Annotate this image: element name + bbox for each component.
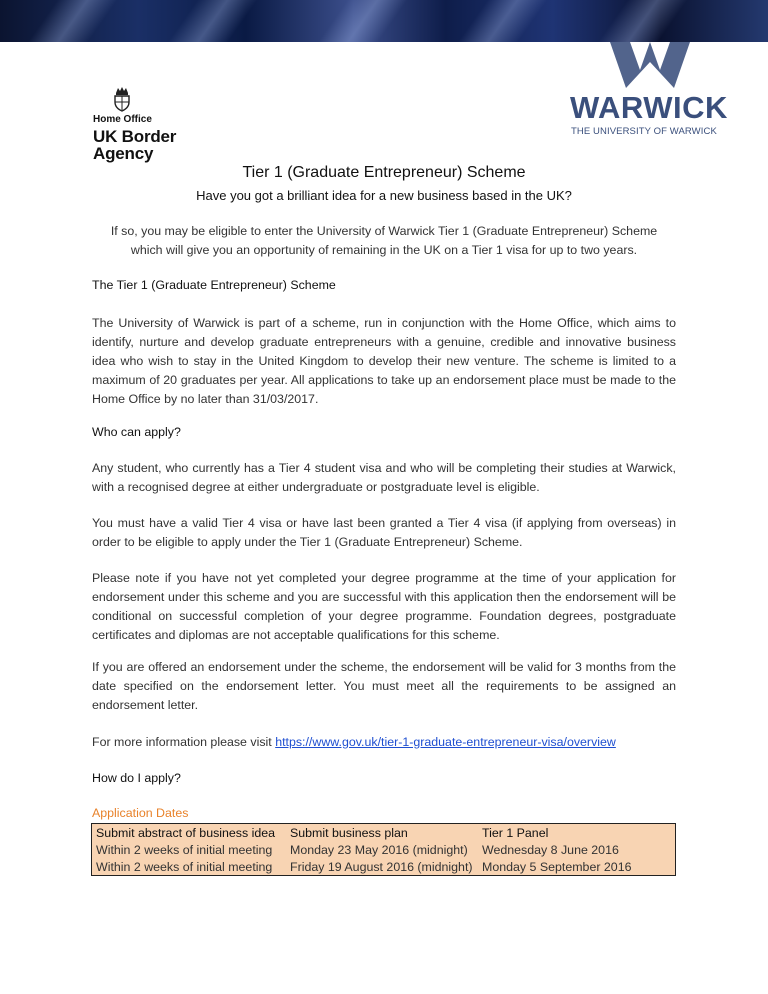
royal-crest-icon: [111, 86, 133, 112]
intro-paragraph: If so, you may be eligible to enter the University of Warwick Tier 1 (Graduate Entrepreneur) Scheme which will give you an opportunity of remaining in the UK on a Tier 1 visa for up to two years.: [110, 224, 658, 257]
ukba-line1: UK Border: [93, 127, 177, 146]
visa-requirement-paragraph: You must have a valid Tier 4 visa or have last been granted a Tier 4 visa (if applying from overseas) in order to be eligible to apply under the Tier 1 (Graduate Entrepreneur) Scheme.: [92, 516, 676, 549]
gov-uk-link[interactable]: https://www.gov.uk/tier-1-graduate-entrepreneur-visa/overview: [275, 735, 616, 749]
table-cell: Friday 19 August 2016 (midnight): [286, 859, 478, 876]
column-header-business-plan: Submit business plan: [286, 824, 478, 843]
table-cell: Monday 23 May 2016 (midnight): [286, 842, 478, 859]
home-office-logo: [93, 86, 203, 166]
home-office-name: Home Office: [93, 114, 152, 125]
table-cell: Monday 5 September 2016: [478, 859, 676, 876]
endorsement-validity-paragraph: If you are offered an endorsement under the scheme, the endorsement will be valid for 3 months from the date specified on the endorsement letter. You must meet all the requirements to be assigned an endorsement letter.: [92, 660, 676, 712]
column-header-abstract: Submit abstract of business idea: [92, 824, 287, 843]
section-heading-who: Who can apply?: [92, 425, 181, 439]
warwick-logo: [568, 42, 728, 137]
table-cell: Wednesday 8 June 2016: [478, 842, 676, 859]
section-heading-scheme: The Tier 1 (Graduate Entrepreneur) Scheme: [92, 278, 336, 292]
table-cell: Within 2 weeks of initial meeting: [92, 859, 287, 876]
table-cell: Within 2 weeks of initial meeting: [92, 842, 287, 859]
table-row: [92, 842, 676, 859]
table-header-row: [92, 824, 676, 843]
warwick-name: WARWICK: [570, 90, 728, 125]
ukba-name: [93, 128, 176, 162]
application-dates-label: Application Dates: [92, 806, 189, 820]
more-info-paragraph: [92, 733, 676, 752]
scheme-description: The University of Warwick is part of a scheme, run in conjunction with the Home Office, which aims to identify, nurture and develop graduate entrepreneurs with a genuine, credible and innovative business idea who wish to stay in the United Kingdom to develop their new venture. The scheme is limited to a maximum of 20 graduates per year. All applications to take up an endorsement place must be made to the Home Office by no later than 31/03/2017.: [92, 316, 676, 406]
page-subtitle: Have you got a brilliant idea for a new business based in the UK?: [196, 188, 572, 203]
table-row: [92, 859, 676, 876]
warwick-subtitle: THE UNIVERSITY OF WARWICK: [571, 126, 717, 137]
application-dates-table: [91, 823, 676, 876]
page-title: Tier 1 (Graduate Entrepreneur) Scheme: [242, 164, 526, 181]
header-banner: [0, 0, 768, 42]
column-header-panel: Tier 1 Panel: [478, 824, 676, 843]
section-heading-apply: How do I apply?: [92, 771, 181, 785]
eligibility-paragraph: Any student, who currently has a Tier 4 student visa and who will be completing their studies at Warwick, with a recognised degree at either undergraduate or postgraduate level is eligible.: [92, 461, 676, 494]
degree-condition-paragraph: Please note if you have not yet completed your degree programme at the time of your application for endorsement under this scheme and you are successful with this application then the endorsement will be conditional on successful completion of your degree programme. Foundation degrees, postgraduate certificates and diplomas are not acceptable qualifications for this scheme.: [92, 571, 676, 642]
warwick-w-icon: [610, 42, 690, 88]
more-info-text: For more information please visit: [92, 735, 276, 749]
ukba-line2: Agency: [93, 144, 154, 163]
